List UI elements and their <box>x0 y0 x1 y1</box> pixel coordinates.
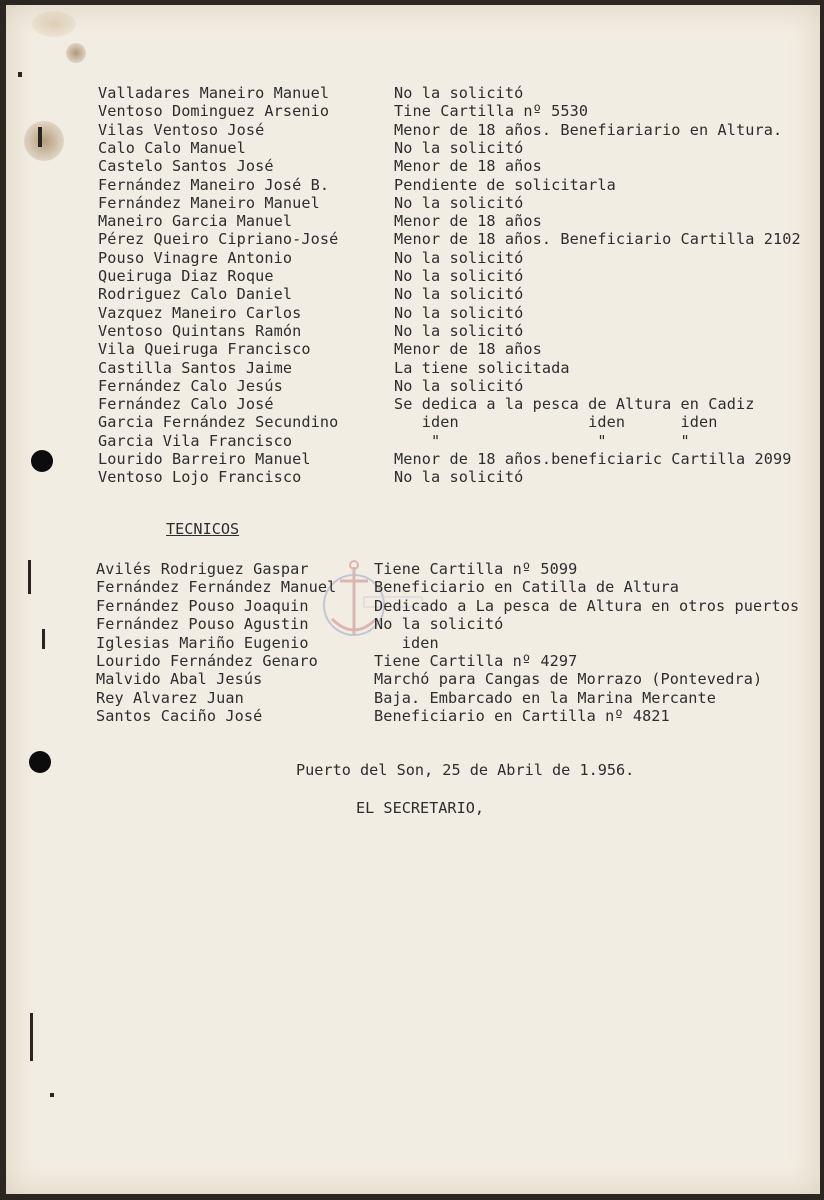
section-heading-tecnicos: TECNICOS <box>166 520 240 538</box>
entry-status: Tine Cartilla nº 5530 <box>394 102 589 121</box>
entry-status: iden iden iden <box>394 413 718 432</box>
entry-status: Menor de 18 años <box>394 212 542 231</box>
entry-name: Fernández Fernández Manuel <box>96 578 337 597</box>
entry-status: No la solicitó <box>394 285 524 304</box>
entry-name: Vilas Ventoso José <box>98 120 265 139</box>
entry-status: Menor de 18 años.beneficiaric Cartilla 2099 <box>394 450 792 468</box>
entry-status: No la solicitó <box>394 248 524 267</box>
edge-mark <box>28 560 31 594</box>
entry-status: iden <box>374 633 439 652</box>
entry-status: No la solicitó <box>394 468 524 487</box>
entry-status: No la solicitó <box>374 615 504 634</box>
entry-name: Fernández Calo Jesús <box>98 376 283 395</box>
entry-status: Pendiente de solicitarla <box>394 175 616 194</box>
entry-name: Garcia Fernández Secundino <box>98 413 339 432</box>
entry-name: Fernández Maneiro José B. <box>98 175 330 194</box>
entry-name: Ventoso Quintans Ramón <box>98 321 302 340</box>
entry-name: Fernández Calo José <box>98 395 274 414</box>
edge-mark <box>18 72 22 77</box>
signature-title: EL SECRETARIO, <box>356 799 485 817</box>
paper-stain <box>32 11 76 37</box>
entry-status: Tiene Cartilla nº 4297 <box>374 652 578 670</box>
entry-name: Ventoso Dominguez Arsenio <box>98 102 330 121</box>
entry-name: Rey Alvarez Juan <box>96 688 244 707</box>
entry-status: Se dedica a la pesca de Altura en Cadiz <box>394 395 755 414</box>
punch-hole <box>31 450 53 472</box>
entry-status: " " " <box>394 431 690 450</box>
entry-status: No la solicitó <box>394 193 524 212</box>
entry-status: Menor de 18 años. Beneficiario Cartilla 2102 <box>394 230 801 249</box>
entry-name: Lourido Barreiro Manuel <box>98 450 311 468</box>
edge-mark <box>30 1013 33 1061</box>
entry-name: Queiruga Diaz Roque <box>98 267 274 285</box>
entry-status: Menor de 18 años. Benefiariario en Altura. <box>394 120 783 139</box>
entry-status: No la solicitó <box>394 84 524 102</box>
entry-name: Vazquez Maneiro Carlos <box>98 303 302 322</box>
entry-name: Santos Caciño José <box>96 707 263 726</box>
entry-name: Valladares Maneiro Manuel <box>98 84 330 102</box>
entry-status: Marchó para Cangas de Morrazo (Pontevedra) <box>374 670 763 689</box>
entry-name: Maneiro Garcia Manuel <box>98 212 293 231</box>
entry-status: Beneficiario en Cartilla nº 4821 <box>374 707 670 726</box>
entry-name: Castilla Santos Jaime <box>98 358 293 377</box>
entry-name: Castelo Santos José <box>98 157 274 176</box>
entry-status: No la solicitó <box>394 321 524 340</box>
entry-name: Fernández Pouso Agustin <box>96 615 309 634</box>
entry-name: Malvido Abal Jesús <box>96 670 263 689</box>
entry-name: Calo Calo Manuel <box>98 138 246 157</box>
entry-name: Garcia Vila Francisco <box>98 431 293 450</box>
entry-status: No la solicitó <box>394 376 524 395</box>
entry-status: Menor de 18 años <box>394 340 542 359</box>
entry-status: Tiene Cartilla nº 5099 <box>374 560 578 578</box>
punch-hole <box>29 751 51 773</box>
entry-name: Pérez Queiro Cipriano-José <box>98 230 339 249</box>
entry-name: Fernández Maneiro Manuel <box>98 193 320 212</box>
entry-name: Vila Queiruga Francisco <box>98 340 311 359</box>
entry-status: Beneficiario en Catilla de Altura <box>374 578 680 597</box>
entry-status: Dedicado a La pesca de Altura en otros puertos <box>374 596 800 615</box>
edge-mark <box>42 629 45 649</box>
entry-name: Fernández Pouso Joaquin <box>96 596 309 615</box>
paper-stain <box>66 43 86 63</box>
entry-name: Ventoso Lojo Francisco <box>98 468 302 487</box>
paper-stain <box>24 121 64 161</box>
entry-status: No la solicitó <box>394 303 524 322</box>
entry-status: No la solicitó <box>394 138 524 157</box>
entry-name: Lourido Fernández Genaro <box>96 652 318 670</box>
entry-name: Avilés Rodriguez Gaspar <box>96 560 309 578</box>
place-date: Puerto del Son, 25 de Abril de 1.956. <box>296 761 635 779</box>
entry-name: Pouso Vinagre Antonio <box>98 248 293 267</box>
entry-name: Rodriguez Calo Daniel <box>98 285 293 304</box>
entry-status: La tiene solicitada <box>394 358 570 377</box>
entry-status: No la solicitó <box>394 267 524 285</box>
edge-mark <box>50 1093 54 1097</box>
edge-mark <box>38 127 42 147</box>
entry-name: Iglesias Mariño Eugenio <box>96 633 309 652</box>
entry-status: Baja. Embarcado en la Marina Mercante <box>374 688 717 707</box>
entry-status: Menor de 18 años <box>394 157 542 176</box>
